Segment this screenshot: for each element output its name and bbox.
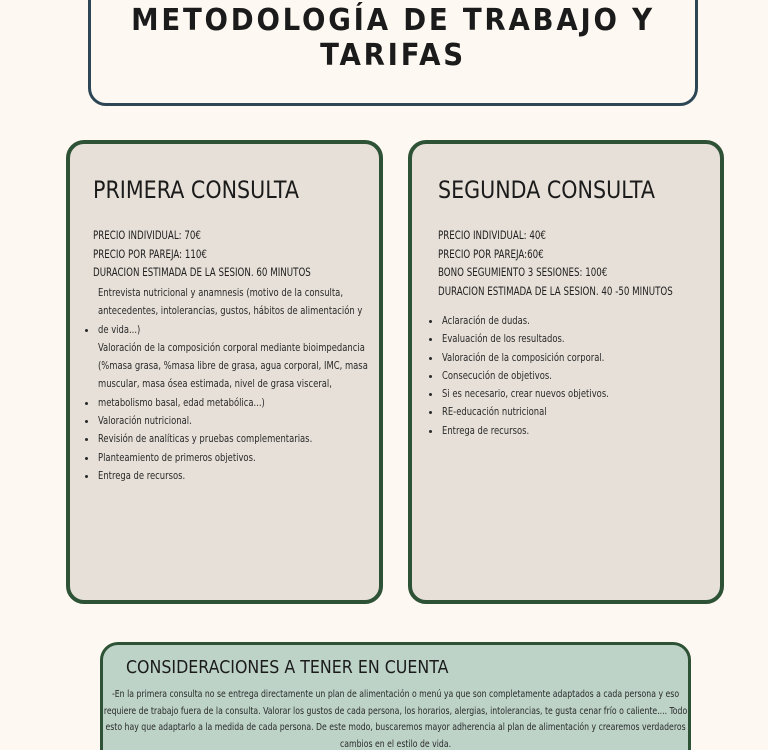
duration-line: DURACION ESTIMADA DE LA SESION. 40 -50 MINUTOS: [438, 283, 673, 298]
first-consultation-card: [66, 140, 383, 604]
price-line: PRECIO INDIVIDUAL: 40€: [438, 228, 546, 242]
duration-line: DURACION ESTIMADA DE LA SESION. 60 MINUTOS: [93, 265, 311, 279]
price-line: PRECIO POR PAREJA: 110€: [93, 246, 207, 261]
list-item: • Valoración nutricional.: [98, 412, 375, 430]
list-item: • Aclaración de dudas.: [442, 312, 716, 330]
considerations-text: -En la primera consulta no se entrega directamente un plan de alimentación o menú ya que son completamente adaptados a cada persona y eso requiere de trabajo fuera de la consulta. Valorar los gustos de cada persona, los horarios, alergias, intolerancias, te gusta cenar frío o caliente.... Todo esto hay que adaptarlo a la medida de cada persona. De este modo, buscaremos mayor adherencia al plan de alimentación y crearemos verdaderos cambios en el estilo de vida.: [103, 689, 688, 750]
second-consultation-prices: [438, 226, 714, 300]
second-consultation-card: [408, 140, 724, 604]
first-consultation-list: [80, 284, 375, 485]
second-consultation-list: [424, 312, 716, 440]
list-item: • Entrega de recursos.: [442, 422, 716, 440]
first-consultation-heading: PRIMERA CONSULTA: [93, 176, 299, 204]
first-consultation-prices: [93, 226, 373, 282]
price-line: PRECIO INDIVIDUAL: 70€: [93, 228, 201, 242]
list-item: • Planteamiento de primeros objetivos.: [98, 449, 375, 467]
list-item: • Evaluación de los resultados.: [442, 330, 716, 348]
page-title: METODOLOGÍA DE TRABAJO Y TARIFAS: [131, 3, 655, 73]
list-item: • Si es necesario, crear nuevos objetivos.: [442, 385, 716, 403]
title-box: [88, 0, 698, 106]
second-consultation-heading: SEGUNDA CONSULTA: [438, 176, 655, 204]
bundle-price-line: BONO SEGUMIENTO 3 SESIONES: 100€: [438, 265, 608, 279]
list-item: • Consecución de objetivos.: [442, 367, 716, 385]
list-item: • Valoración de la composición corporal mediante bioimpedancia (%masa grasa, %masa libre de grasa, agua corporal, IMC, masa muscular, masa ósea estimada, nivel de grasa visceral, metabolismo basal, edad metabólica...): [98, 339, 375, 412]
list-item: • Revisión de analíticas y pruebas complementarias.: [98, 430, 375, 448]
considerations-heading: CONSIDERACIONES A TENER EN CUENTA: [126, 657, 449, 678]
price-line: PRECIO POR PAREJA:60€: [438, 246, 544, 261]
list-item: • Entrega de recursos.: [98, 467, 375, 485]
list-item: • Entrevista nutricional y anamnesis (motivo de la consulta, antecedentes, intolerancias, gustos, hábitos de alimentación y de vida...): [98, 284, 375, 339]
list-item: • RE-educación nutricional: [442, 403, 716, 421]
list-item: • Valoración de la composición corporal.: [442, 349, 716, 367]
considerations-box: [100, 642, 691, 750]
